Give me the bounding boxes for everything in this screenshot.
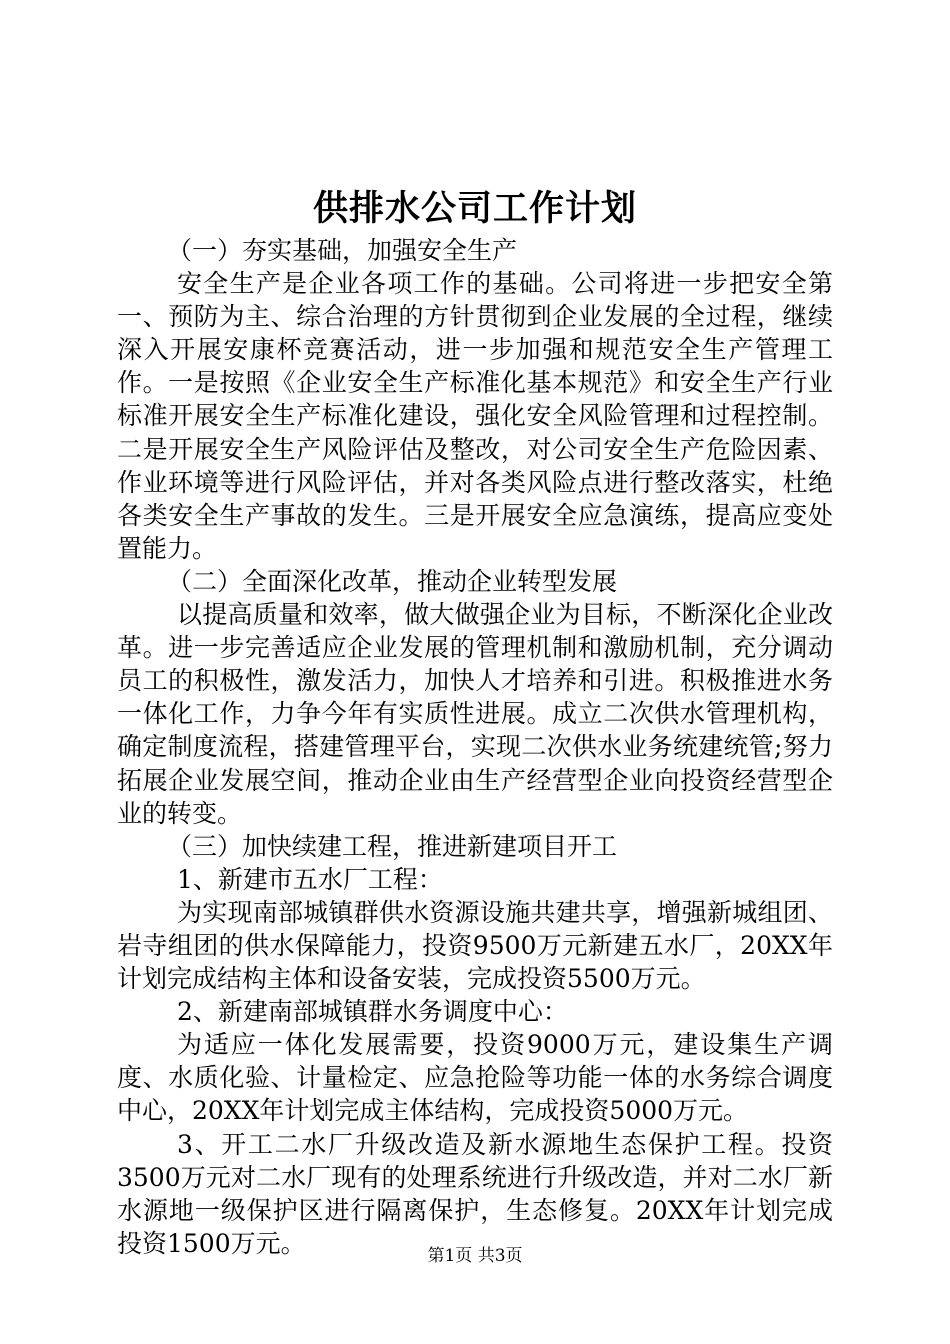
sub-heading: 1、新建市五水厂工程： <box>177 864 443 894</box>
sub-heading: 2、新建南部城镇群水务调度中心： <box>177 997 568 1027</box>
document-body <box>117 234 833 1260</box>
paragraph: 3、开工二水厂升级改造及新水源地生态保护工程。投资3500万元对二水厂现有的处理系统进行升级改造，并对二水厂新水源地一级保护区进行隔离保护，生态修复。20XX年计划完成投资1500万元。 <box>117 1129 833 1258</box>
document-title: 供排水公司工作计划 <box>312 188 637 229</box>
paragraph: 为实现南部城镇群供水资源设施共建共享，增强新城组团、岩寺组团的供水保障能力，投资9500万元新建五水厂，20XX年计划完成结构主体和设备安装，完成投资5500万元。 <box>117 897 833 994</box>
section-heading-3: （三）加快续建工程，推进新建项目开工 <box>167 831 618 861</box>
section-heading-2: （二）全面深化改革，推动企业转型发展 <box>167 566 618 596</box>
paragraph: 安全生产是企业各项工作的基础。公司将进一步把安全第一、预防为主、综合治理的方针贯彻到企业发展的全过程，继续深入开展安康杯竞赛活动，进一步加强和规范安全生产管理工作。一是按照《企业安全生产标准化基本规范》和安全生产行业标准开展安全生产标准化建设，强化安全风险管理和过程控制。二是开展安全生产风险评估及整改，对公司安全生产危险因素、作业环境等进行风险评估，并对各类风险点进行整改落实，杜绝各类安全生产事故的发生。三是开展安全应急演练，提高应变处置能力。 <box>117 269 833 563</box>
paragraph: 为适应一体化发展需要，投资9000万元，建设集生产调度、水质化验、计量检定、应急抢险等功能一体的水务综合调度中心，20XX年计划完成主体结构，完成投资5000万元。 <box>117 1030 833 1126</box>
section-heading-1: （一）夯实基础，加强安全生产 <box>167 236 518 265</box>
paragraph: 以提高质量和效率，做大做强企业为目标，不断深化企业改革。进一步完善适应企业发展的管理机制和激励机制，充分调动员工的积极性，激发活力，加快人才培养和引进。积极推进水务一体化工作，力争今年有实质性进展。成立二次供水管理机构，确定制度流程，搭建管理平台，实现二次供水业务统建统管;努力拓展企业发展空间，推动企业由生产经营型企业向投资经营型企业的转变。 <box>117 600 833 828</box>
page-footer: 第1页 共3页 <box>427 1246 523 1266</box>
